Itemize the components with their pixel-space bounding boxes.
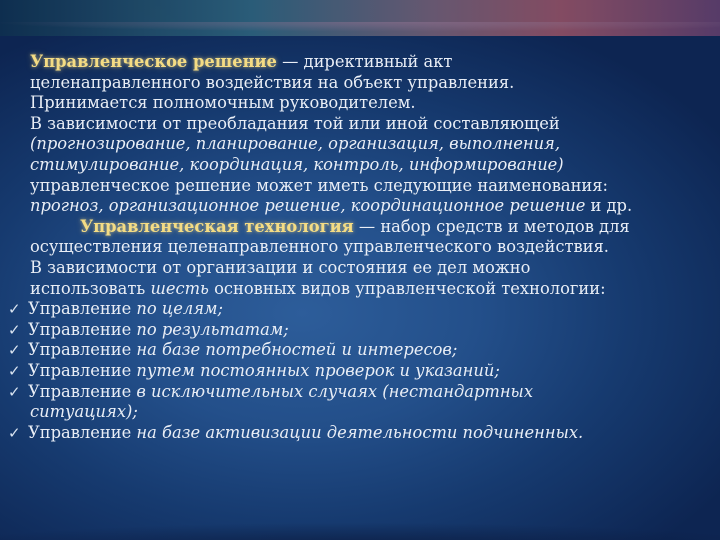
- slide-text: [8, 52, 712, 443]
- para1-line8: прогноз, организационное решение, координационное решение и др.: [30, 196, 633, 216]
- checkmark-icon: ✓: [8, 361, 21, 380]
- para2-line4: использовать шесть основных видов управленческой технологии:: [30, 278, 606, 298]
- list-item: [8, 382, 712, 403]
- list-item: [8, 299, 712, 320]
- list-item-label: Управление: [28, 422, 137, 442]
- term-management-technology: Управленческая технология: [80, 216, 354, 236]
- checkmark-icon: ✓: [8, 423, 21, 442]
- list-item-label: Управление: [28, 299, 137, 319]
- bottom-shade: [0, 480, 720, 540]
- list-item-description: по результатам;: [136, 319, 289, 339]
- list-item-description: на базе активизации деятельности подчиненных.: [136, 422, 584, 442]
- checkmark-icon: ✓: [8, 300, 21, 319]
- list-item-description: по целям;: [136, 299, 223, 319]
- checkmark-icon: ✓: [8, 320, 21, 339]
- para1-line7: управленческое решение может иметь следующие наименования:: [30, 175, 609, 195]
- list-item: [8, 361, 712, 382]
- list-item-label: Управление: [28, 319, 137, 339]
- list-item-description: на базе потребностей и интересов;: [136, 340, 458, 360]
- para1-line1: Управленческое решение — директивный акт: [30, 52, 453, 71]
- list-item: [8, 320, 712, 341]
- list-item: [8, 423, 712, 444]
- list-item-label: Управление: [28, 381, 137, 401]
- checkmark-icon: ✓: [8, 341, 21, 360]
- para2-line2: осуществления целенаправленного управленческого воздействия.: [30, 237, 609, 257]
- list-item-description: в исключительных случаях (нестандартных: [136, 381, 533, 401]
- para1-line4: В зависимости от преобладания той или иной составляющей: [30, 113, 560, 133]
- para2-line3: В зависимости от организации и состояния ее дел можно: [30, 257, 531, 277]
- para2-line1: Управленческая технология — набор средств и методов для: [80, 216, 630, 236]
- para1-line6: стимулирование, координация, контроль, информирование): [30, 154, 564, 174]
- para1-line5: (прогнозирование, планирование, организация, выполнения,: [30, 134, 561, 154]
- list-item-label: Управление: [28, 340, 137, 360]
- list-item: [8, 340, 712, 361]
- list-item-label: Управление: [28, 360, 137, 380]
- technology-list: [8, 299, 712, 443]
- term-management-decision: Управленческое решение: [30, 52, 277, 71]
- list-item-description: путем постоянных проверок и указаний;: [136, 360, 500, 380]
- top-decorative-band: [0, 0, 720, 36]
- list-item-continuation: ситуациях);: [30, 402, 138, 422]
- para1-line3: Принимается полномочным руководителем.: [30, 93, 416, 113]
- para1-line2: целенаправленного воздействия на объект управления.: [30, 72, 515, 92]
- checkmark-icon: ✓: [8, 382, 21, 401]
